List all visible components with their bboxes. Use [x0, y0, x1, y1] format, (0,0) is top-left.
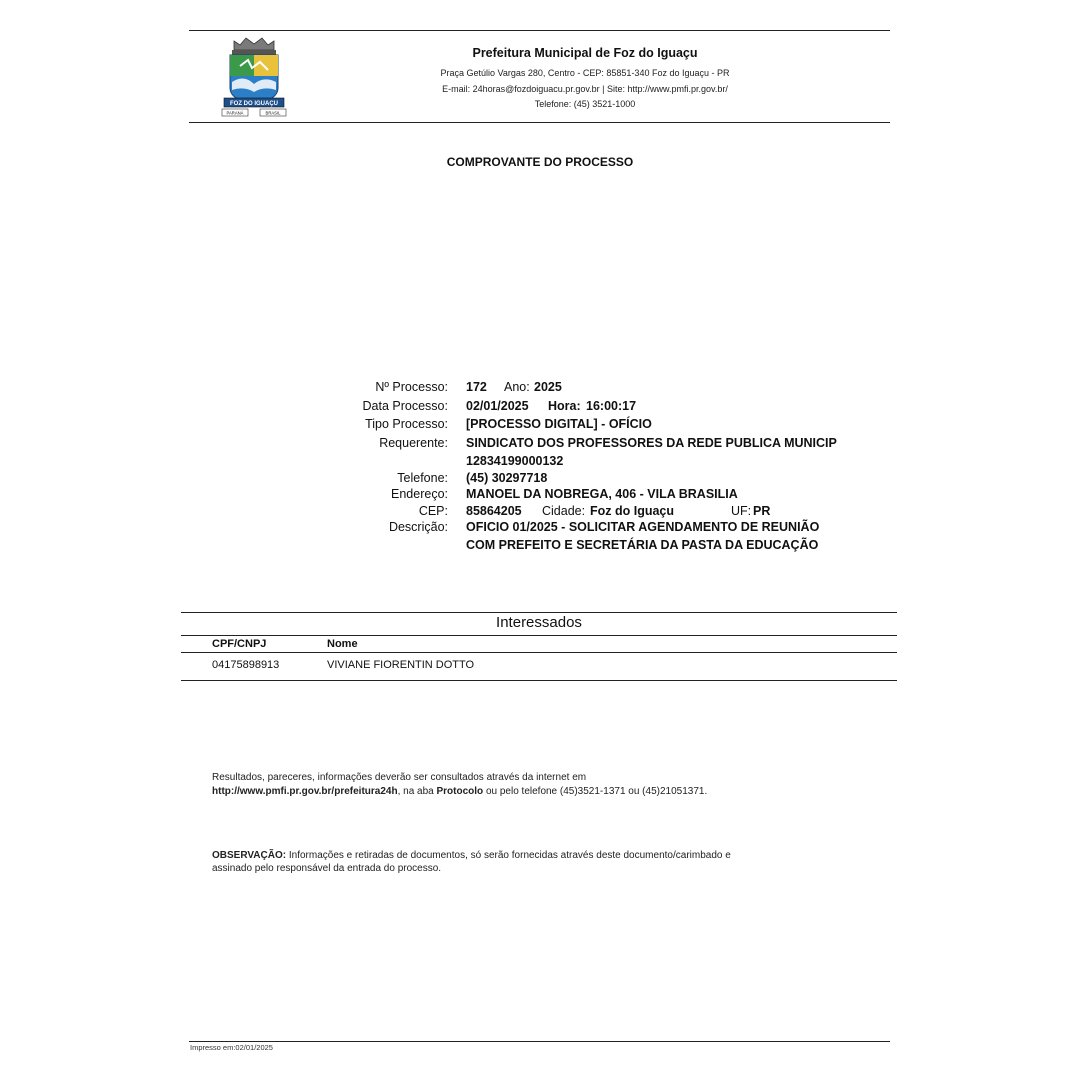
printed-date: Impresso em:02/01/2025 — [190, 1043, 273, 1052]
table-row-cpf: 04175898913 — [212, 659, 280, 671]
endereco-value: MANOEL DA NOBREGA, 406 - VILA BRASILIA — [466, 487, 738, 501]
header-bottom-rule — [189, 122, 890, 123]
observacao-label: OBSERVAÇÃO: — [212, 850, 287, 861]
organization-address: Praça Getúlio Vargas 280, Centro - CEP: 85851-340 Foz do Iguaçu - PR — [440, 68, 730, 78]
info-url: http://www.pmfi.pr.gov.br/prefeitura24h — [212, 786, 398, 797]
numero-processo-label: Nº Processo: — [375, 380, 448, 394]
uf-label: UF: — [731, 504, 752, 518]
hora-label: Hora: — [548, 399, 581, 413]
info-tab: Protocolo — [436, 786, 484, 797]
info-mid-2: ou pelo telefone (45)3521-1371 ou (45)21051371. — [483, 786, 708, 797]
descricao-label: Descrição: — [388, 520, 448, 534]
requerente-label: Requerente: — [379, 436, 448, 450]
cidade-value: Foz do Iguaçu — [590, 504, 675, 518]
ano-value: 2025 — [534, 380, 562, 394]
tipo-processo-value: [PROCESSO DIGITAL] - OFÍCIO — [466, 417, 652, 431]
column-header-cpf: CPF/CNPJ — [212, 638, 267, 650]
observacao-line-2: assinado pelo responsável da entrada do processo. — [212, 863, 442, 874]
info-line-2 — [212, 786, 707, 797]
telefone-value: (45) 30297718 — [466, 471, 548, 485]
uf-value: PR — [753, 504, 771, 518]
crest-sub-right: BRASIL — [265, 110, 281, 116]
interessados-title: Interessados — [496, 614, 582, 631]
municipal-crest-logo — [218, 36, 290, 120]
info-mid-1: , na aba — [397, 786, 437, 797]
organization-name: Prefeitura Municipal de Foz do Iguaçu — [472, 46, 698, 60]
crest-banner-text: FOZ DO IGUAÇU — [230, 101, 278, 107]
interessados-row-rule — [181, 652, 897, 653]
organization-email-site: E-mail: 24horas@fozdoiguacu.pr.gov.br | Site: http://www.pmfi.pr.gov.br/ — [442, 84, 728, 94]
header-top-rule — [189, 30, 890, 31]
crest-sub-left: PARANÁ — [226, 110, 244, 116]
footer-rule — [189, 1041, 890, 1042]
cidade-label: Cidade: — [542, 504, 586, 518]
telefone-label: Telefone: — [397, 471, 448, 485]
observacao-line-1 — [212, 850, 731, 861]
table-row-nome: VIVIANE FIORENTIN DOTTO — [327, 659, 475, 671]
cep-value: 85864205 — [466, 504, 522, 518]
interessados-header-rule — [181, 635, 897, 636]
endereco-label: Endereço: — [391, 487, 448, 501]
organization-phone: Telefone: (45) 3521-1000 — [534, 99, 636, 109]
descricao-line-1: OFICIO 01/2025 - SOLICITAR AGENDAMENTO DE REUNIÃO — [466, 520, 820, 534]
column-header-nome: Nome — [327, 638, 358, 650]
document-title: COMPROVANTE DO PROCESSO — [446, 155, 634, 169]
hora-value: 16:00:17 — [586, 399, 637, 413]
observacao-text-1: Informações e retiradas de documentos, só serão fornecidas através deste documento/carimbado e — [286, 850, 731, 861]
interessados-top-rule — [181, 612, 897, 613]
requerente-document: 12834199000132 — [466, 454, 564, 468]
descricao-line-2: COM PREFEITO E SECRETÁRIA DA PASTA DA EDUCAÇÃO — [466, 538, 819, 552]
tipo-processo-label: Tipo Processo: — [365, 417, 448, 431]
data-processo-value: 02/01/2025 — [466, 399, 529, 413]
requerente-value: SINDICATO DOS PROFESSORES DA REDE PUBLICA MUNICIP — [466, 436, 837, 450]
cep-label: CEP: — [418, 504, 448, 518]
numero-processo-value: 172 — [466, 380, 487, 394]
interessados-bottom-rule — [181, 680, 897, 681]
data-processo-label: Data Processo: — [362, 399, 448, 413]
info-line-1: Resultados, pareceres, informações deverão ser consultados através da internet em — [212, 772, 587, 783]
ano-label: Ano: — [504, 380, 530, 394]
